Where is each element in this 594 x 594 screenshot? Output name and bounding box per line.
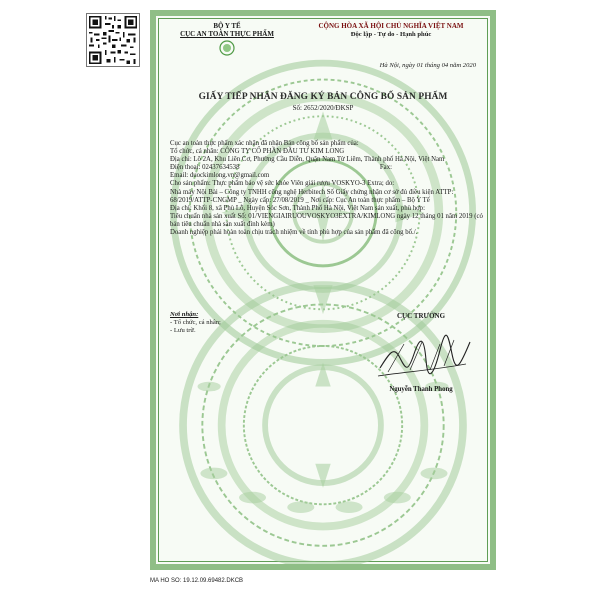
phone: Điện thoại: 02437634538 (170, 164, 240, 172)
intro-text: Cục an toàn thực phẩm xác nhận đã nhận Bản công bố sản phẩm của: (170, 140, 359, 147)
certificate (150, 10, 496, 570)
qr-code (86, 13, 140, 67)
agency-seal-icon (219, 40, 235, 56)
national-motto: Độc lập - Tự do - Hạnh phúc (350, 30, 432, 38)
issuer-block (162, 22, 292, 56)
certificate-body (170, 140, 492, 237)
recipient-item: - Tổ chức, cá nhân; (170, 319, 221, 326)
fax: Fax: (379, 164, 392, 172)
department-name: CỤC AN TOÀN THỰC PHẨM (180, 30, 274, 38)
republic-name: CỘNG HÒA XÃ HỘI CHỦ NGHĨA VIỆT NAM (318, 22, 464, 30)
recipients-heading: Nơi nhận: (170, 311, 199, 318)
document-title: GIẤY TIẾP NHẬN ĐĂNG KÝ BẢN CÔNG BỐ SẢN PHẨM (198, 92, 448, 102)
ministry-name: BỘ Y TẾ (213, 22, 241, 30)
address: Địa chỉ: Lô 2A, Khu Liên Cơ, Phường Cầu Diễn, Quận Nam Từ Liêm, Thành phố Hà Nội, Việt Nam (170, 156, 445, 164)
contact-row (170, 164, 492, 172)
responsibility: Doanh nghiệp phải hoàn toàn chịu trách nhiệm về tính phù hợp của sản phẩm đã công bố./. (170, 229, 418, 237)
republic-block (286, 22, 496, 39)
dossier-code: MA HO SO: 19.12.09.69482.DKCB (150, 578, 244, 584)
document-number: Số: 2652/2020/ĐKSP (292, 104, 354, 112)
standard: Tiêu chuẩn nhà sản xuất Số: 01/VIENGIAIRUOUVOSKYO3EXTRA/KIMLONG ngày 12 tháng 01 năm 2019 (có bản tiêu chuẩn nhà sản xuất đính kèm) (170, 212, 483, 228)
email: Email: duockimlong.vn@gmail.com (170, 172, 270, 180)
organization: Tổ chức, cá nhân: CÔNG TY CỔ PHẦN ĐẦU TƯ KIM LONG (170, 148, 345, 156)
product: Cho sản phẩm: Thực phẩm bảo vệ sức khỏe Viên giải rượu VOSKYO-3 Extra; do: (170, 180, 395, 188)
handwritten-signature (374, 324, 474, 384)
signatory-role: CỤC TRƯỞNG (396, 312, 446, 320)
signatory-title (351, 312, 491, 320)
recipients-block (170, 311, 221, 335)
factory: Nhà máy Nội Bài – Công ty TNHH công nghệ Herbitech Số Giấy chứng nhận cơ sở đủ điều kiện ATTP: 68/2019/ATTP-CNGMP _ Ngày cấp: 27/08/2019 _ Nơi cấp: Cục An toàn thực phẩm – Bộ Y Tế (170, 188, 454, 204)
signatory-name: Nguyễn Thanh Phong (389, 386, 453, 393)
qr-code-graphic (87, 14, 139, 66)
recipient-item: - Lưu trữ. (170, 327, 196, 334)
factory-address: Địa chỉ: Khối 8, xã Phù Lỗ, Huyện Sóc Sơn, Thành Phố Hà Nội, Việt Nam sản xuất, phù hợp: (170, 204, 425, 212)
issue-date: Hà Nội, ngày 01 tháng 04 năm 2020 (379, 62, 476, 69)
